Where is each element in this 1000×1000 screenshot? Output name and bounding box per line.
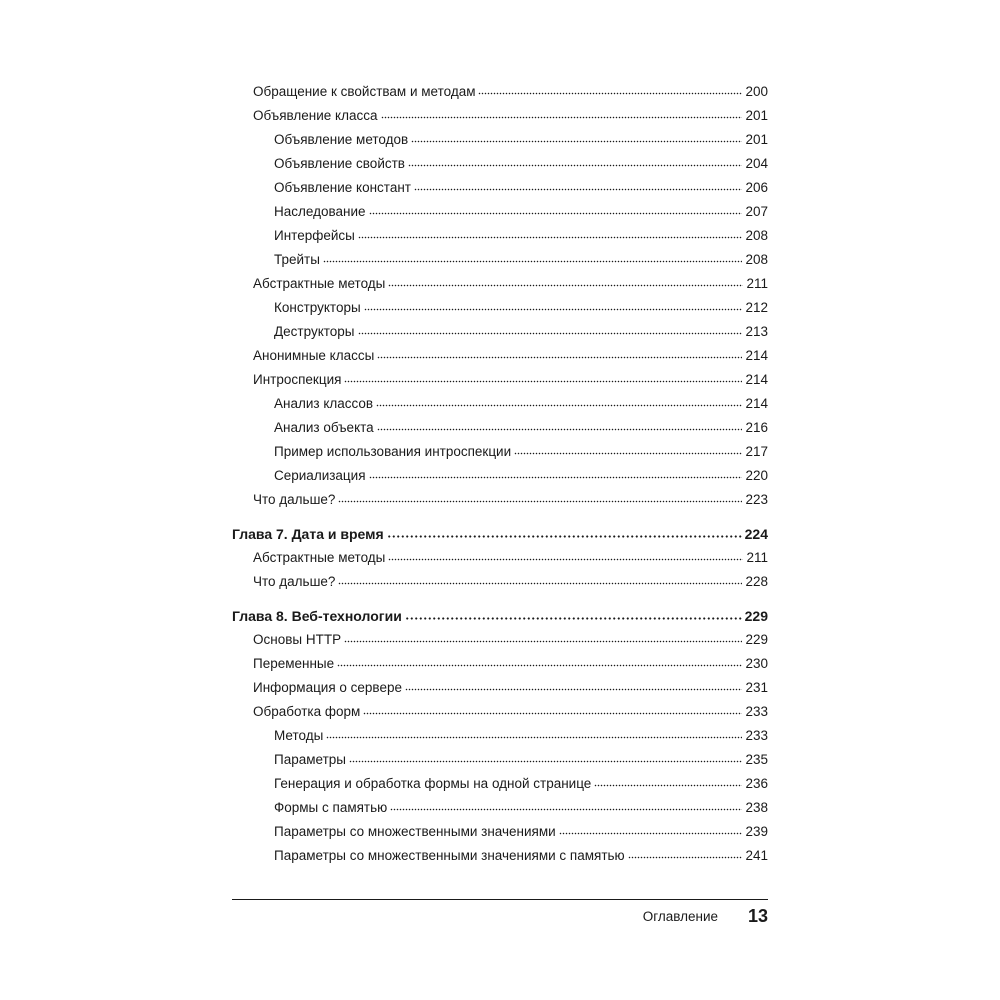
toc-subsection-entry[interactable]	[232, 772, 768, 796]
toc-entry-page-number: 217	[745, 444, 768, 459]
toc-dot-leader	[369, 212, 743, 215]
toc-entry-page-number: 233	[745, 704, 768, 719]
toc-dot-leader	[414, 188, 742, 191]
toc-subsection-entry[interactable]	[232, 176, 768, 200]
toc-dot-leader	[344, 640, 742, 643]
toc-entry-title: Обращение к свойствам и методам	[253, 84, 476, 99]
toc-entry-title: Абстрактные методы	[253, 276, 386, 291]
toc-entry-page-number: 224	[744, 526, 768, 542]
toc-entry-page-number: 233	[745, 728, 768, 743]
toc-section-entry[interactable]	[232, 628, 768, 652]
toc-section-entry[interactable]	[232, 676, 768, 700]
toc-subsection-entry[interactable]	[232, 224, 768, 248]
toc-dot-leader	[338, 582, 742, 585]
toc-entry-title: Что дальше?	[253, 492, 336, 507]
toc-entry-title: Переменные	[253, 656, 335, 671]
toc-entry-page-number: 213	[745, 324, 768, 339]
toc-entry-title: Объявление класса	[253, 108, 378, 123]
toc-entry-page-number: 212	[745, 300, 768, 315]
toc-entry-title: Объявление свойств	[274, 156, 405, 171]
toc-dot-leader	[358, 236, 743, 239]
toc-dot-leader	[326, 736, 742, 739]
toc-entry-title: Объявление методов	[274, 132, 409, 147]
toc-section-entry[interactable]	[232, 368, 768, 392]
toc-entry-page-number: 241	[745, 848, 768, 863]
toc-entry-title: Наследование	[274, 204, 366, 219]
toc-subsection-entry[interactable]	[232, 392, 768, 416]
toc-chapter-entry[interactable]	[232, 522, 768, 546]
toc-dot-leader	[388, 284, 743, 287]
toc-entry-page-number: 208	[745, 252, 768, 267]
toc-entry-page-number: 206	[745, 180, 768, 195]
toc-entry-page-number: 200	[745, 84, 768, 99]
toc-entry-page-number: 204	[745, 156, 768, 171]
toc-entry-page-number: 230	[745, 656, 768, 671]
toc-subsection-entry[interactable]	[232, 248, 768, 272]
toc-entry-title: Методы	[274, 728, 324, 743]
toc-entry-title: Параметры	[274, 752, 346, 767]
toc-chapter-entry[interactable]	[232, 604, 768, 628]
toc-dot-leader	[349, 760, 743, 763]
toc-entry-page-number: 214	[745, 348, 768, 363]
toc-dot-leader	[364, 308, 743, 311]
toc-dot-leader	[514, 452, 742, 455]
toc-section-entry[interactable]	[232, 272, 768, 296]
toc-dot-leader	[377, 428, 743, 431]
toc-dot-leader	[323, 260, 743, 263]
toc-subsection-entry[interactable]	[232, 724, 768, 748]
toc-entry-title: Анонимные классы	[253, 348, 375, 363]
toc-entry-page-number: 238	[745, 800, 768, 815]
toc-dot-leader	[405, 617, 742, 620]
toc-entry-title: Информация о сервере	[253, 680, 402, 695]
toc-entry-page-number: 229	[744, 608, 768, 624]
toc-entry-page-number: 239	[745, 824, 768, 839]
toc-section-entry[interactable]	[232, 652, 768, 676]
toc-entry-title: Глава 8. Веб-технологии	[232, 608, 402, 624]
toc-subsection-entry[interactable]	[232, 440, 768, 464]
toc-subsection-entry[interactable]	[232, 152, 768, 176]
toc-dot-leader	[405, 688, 742, 691]
toc-entry-page-number: 211	[746, 550, 768, 565]
toc-entry-title: Параметры со множественными значениями с памятью	[274, 848, 625, 863]
toc-entry-title: Трейты	[274, 252, 320, 267]
toc-entry-page-number: 228	[745, 574, 768, 589]
toc-entry-title: Сериализация	[274, 468, 366, 483]
toc-subsection-entry[interactable]	[232, 320, 768, 344]
footer-rule	[232, 899, 768, 900]
toc-entry-page-number: 211	[746, 276, 768, 291]
toc-entry-title: Формы с памятью	[274, 800, 388, 815]
toc-dot-leader	[408, 164, 743, 167]
toc-subsection-entry[interactable]	[232, 820, 768, 844]
toc-dot-leader	[381, 116, 743, 119]
toc-section-entry[interactable]	[232, 80, 768, 104]
toc-entry-title: Интерфейсы	[274, 228, 355, 243]
toc-dot-leader	[338, 500, 742, 503]
toc-section-entry[interactable]	[232, 570, 768, 594]
toc-entry-page-number: 235	[745, 752, 768, 767]
toc-dot-leader	[369, 476, 743, 479]
toc-entry-title: Анализ объекта	[274, 420, 374, 435]
toc-entry-page-number: 214	[745, 372, 768, 387]
toc-dot-leader	[387, 535, 742, 538]
toc-entry-title: Глава 7. Дата и время	[232, 526, 384, 542]
toc-dot-leader	[559, 832, 743, 835]
toc-dot-leader	[363, 712, 742, 715]
table-of-contents	[232, 80, 768, 868]
footer-section-label: Оглавление	[642, 909, 718, 924]
toc-section-entry[interactable]	[232, 488, 768, 512]
toc-dot-leader	[411, 140, 742, 143]
toc-entry-page-number: 220	[745, 468, 768, 483]
toc-entry-page-number: 223	[745, 492, 768, 507]
toc-dot-leader	[337, 664, 742, 667]
toc-entry-page-number: 216	[745, 420, 768, 435]
toc-dot-leader	[358, 332, 743, 335]
toc-entry-title: Генерация и обработка формы на одной странице	[274, 776, 592, 791]
toc-entry-page-number: 201	[745, 108, 768, 123]
toc-entry-title: Параметры со множественными значениями	[274, 824, 556, 839]
toc-dot-leader	[478, 92, 742, 95]
toc-dot-leader	[628, 856, 743, 859]
toc-entry-title: Основы HTTP	[253, 632, 342, 647]
toc-entry-page-number: 231	[745, 680, 768, 695]
toc-section-entry[interactable]	[232, 104, 768, 128]
toc-entry-page-number: 207	[745, 204, 768, 219]
toc-subsection-entry[interactable]	[232, 464, 768, 488]
toc-entry-title: Интроспекция	[253, 372, 342, 387]
toc-entry-title: Анализ классов	[274, 396, 374, 411]
toc-section-entry[interactable]	[232, 700, 768, 724]
toc-dot-leader	[594, 784, 742, 787]
toc-entry-title: Пример использования интроспекции	[274, 444, 512, 459]
toc-subsection-entry[interactable]	[232, 296, 768, 320]
toc-entry-title: Обработка форм	[253, 704, 361, 719]
toc-dot-leader	[376, 404, 742, 407]
toc-dot-leader	[344, 380, 742, 383]
toc-entry-title: Абстрактные методы	[253, 550, 386, 565]
toc-entry-page-number: 236	[745, 776, 768, 791]
toc-entry-title: Объявление констант	[274, 180, 411, 195]
toc-entry-title: Что дальше?	[253, 574, 336, 589]
toc-dot-leader	[388, 558, 743, 561]
toc-entry-title: Конструкторы	[274, 300, 361, 315]
toc-subsection-entry[interactable]	[232, 844, 768, 868]
toc-entry-page-number: 229	[745, 632, 768, 647]
toc-section-entry[interactable]	[232, 546, 768, 570]
toc-subsection-entry[interactable]	[232, 416, 768, 440]
toc-section-entry[interactable]	[232, 344, 768, 368]
toc-entry-page-number: 208	[745, 228, 768, 243]
toc-subsection-entry[interactable]	[232, 128, 768, 152]
toc-subsection-entry[interactable]	[232, 796, 768, 820]
toc-subsection-entry[interactable]	[232, 200, 768, 224]
toc-entry-page-number: 214	[745, 396, 768, 411]
toc-dot-leader	[390, 808, 742, 811]
toc-subsection-entry[interactable]	[232, 748, 768, 772]
toc-entry-title: Деструкторы	[274, 324, 355, 339]
toc-entry-page-number: 201	[745, 132, 768, 147]
footer-page-number: 13	[747, 906, 768, 926]
toc-dot-leader	[377, 356, 742, 359]
